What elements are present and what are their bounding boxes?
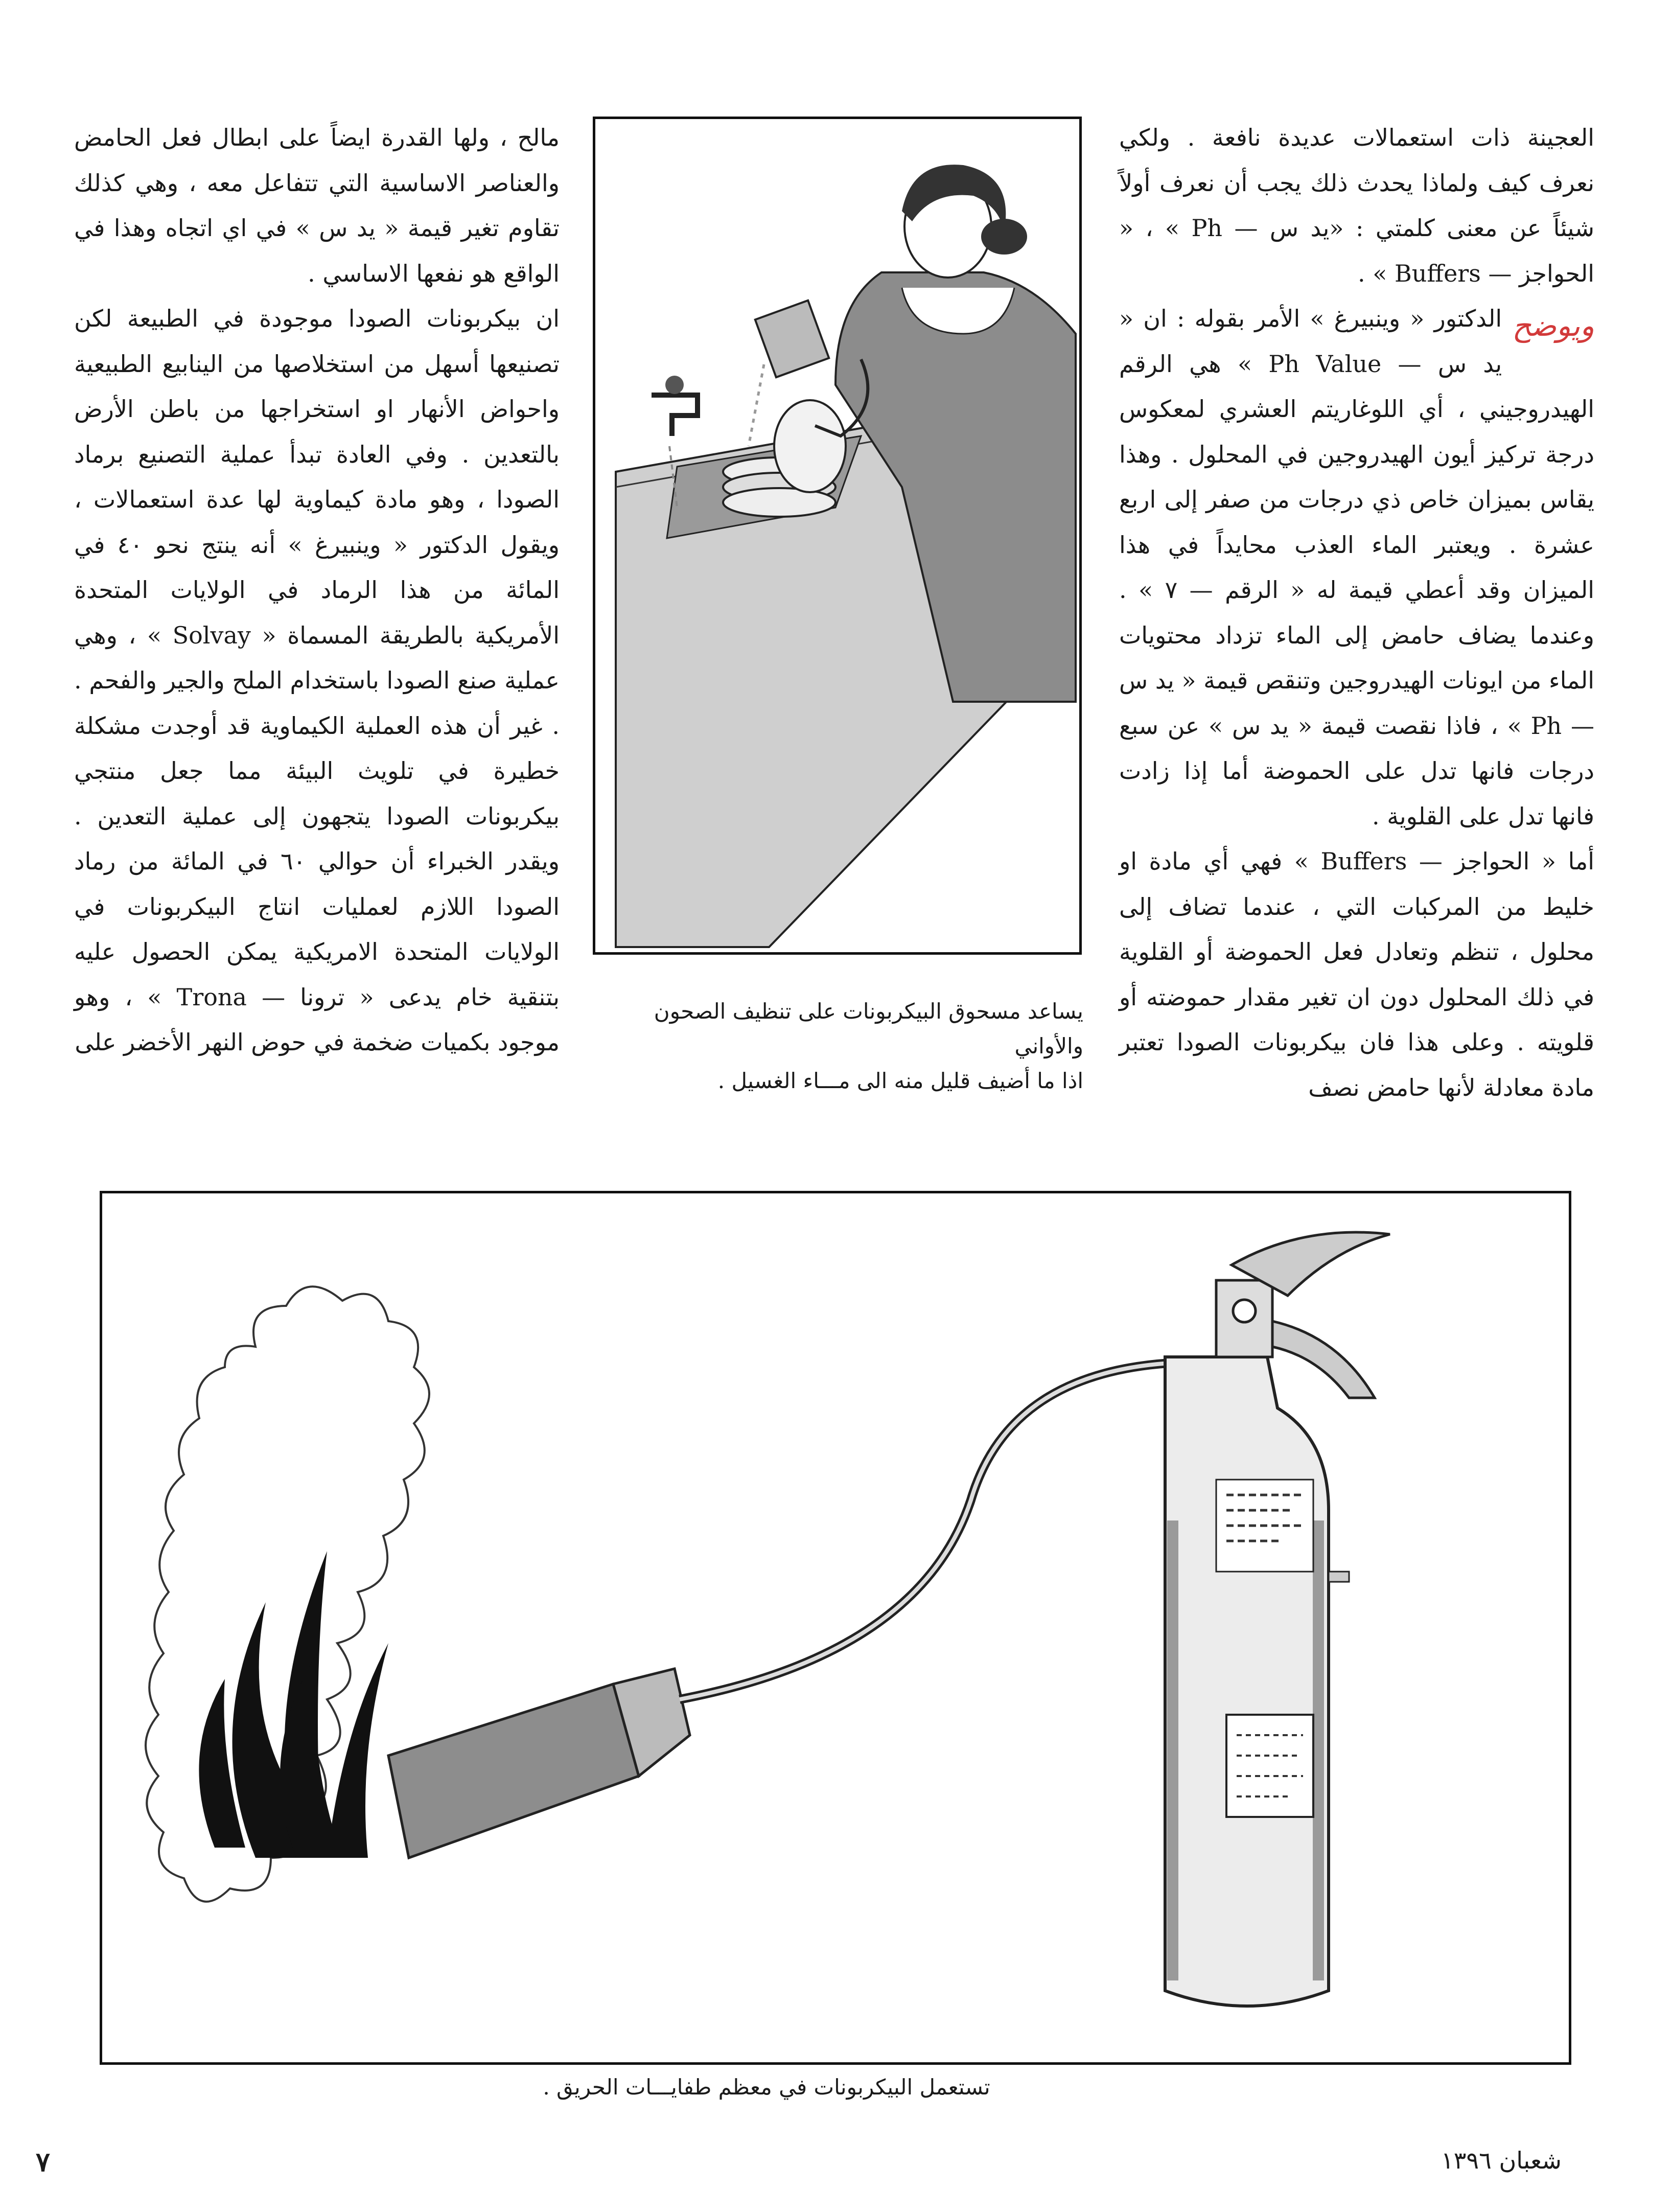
issue-date: شعبان ١٣٩٦	[1441, 2147, 1562, 2174]
right-text-column	[1119, 115, 1594, 1110]
dishwashing-caption-line-1: يساعد مسحوق البيكربونات على تنظيف الصحون والأواني	[654, 999, 1083, 1058]
right-paragraph-3: أما « الحواجز — Buffers » فهي أي مادة او خليط من المركبات التي ، عندما تضاف إلى محلول ، تنظم وتعادل فعل الحموضة أو القلوية في ذلك المحلول دون ان تغير مقدار حموضته أو قلويته . وعلى هذا فان بيكربونات الصودا تعتبر مادة معادلة لأنها حامض نصف	[1119, 847, 1594, 1101]
page-number: ٧	[36, 2147, 50, 2178]
right-paragraph-2-text: الدكتور « وينبيرغ » الأمر بقوله : ان « يد س — Ph Value » هي الرقم الهيدروجيني ، أي اللوغاريتم العشري لمعكوس درجة تركيز أيون الهيدروجين في المحلول . وهذا يقاس بميزان خاص ذي درجات من صفر إلى اربع عشرة . ويعتبر الماء العذب محايداً في هذا الميزان وقد أعطي قيمة له « الرقم — ٧ » . وعندما يضاف حامض إلى الماء تزداد محتويات الماء من ايونات الهيدروجين وتنقص قيمة « يد س — Ph » ، فاذا نقصت قيمة « يد س » عن سبع درجات فانها تدل على الحموضة أما إذا زادت فانها تدل على القلوية .	[1119, 305, 1595, 830]
handwritten-annotation: ويوضح	[1512, 308, 1594, 343]
fire-extinguisher-caption: تستعمل البيكربونات في معظم طفايـــات الحريق .	[543, 2075, 990, 2100]
dishwashing-drawing	[595, 119, 1079, 952]
left-paragraph-2: ان بيكربونات الصودا موجودة في الطبيعة لكن تصنيعها أسهل من استخلاصها من الينابيع الطبيعية واحواض الأنهار او استخراجها من باطن الأرض بالتعدين . وفي العادة تبدأ عملية التصنيع برماد الصودا ، وهو مادة كيماوية لها عدة استعمالات ، ويقول الدكتور « وينبيرغ » أنه ينتج نحو ٤٠ في المائة من هذا الرماد في الولايات المتحدة الأمريكية بالطريقة المسماة « Solvay » ، وهي عملية صنع الصودا باستخدام الملح والجير والفحم . . غير أن هذه العملية الكيماوية قد أوجدت مشكلة خطيرة في تلويث البيئة مما جعل منتجي بيكربونات الصودا يتجهون إلى عملية التعدين . ويقدر الخبراء أن حوالي ٦٠ في المائة من رماد الصودا اللازم لعمليات انتاج البيكربونات في الولايات المتحدة الامريكية يمكن الحصول عليه بتنقية خام يدعى « ترونا — Trona » ، وهو موجود بكميات ضخمة في حوض النهر الأخضر على	[74, 305, 560, 1056]
dishwashing-illustration	[593, 117, 1082, 955]
left-text-column	[74, 115, 560, 1065]
left-paragraph-1: مالح ، ولها القدرة ايضاً على ابطال فعل الحامض والعناصر الاساسية التي تتفاعل معه ، وهي كذلك تقاوم تغير قيمة « يد س » في اي اتجاه وهذا في الواقع هو نفعها الاساسي .	[74, 124, 560, 287]
fire-extinguisher-illustration	[100, 1191, 1571, 2065]
right-paragraph-2	[1119, 296, 1594, 839]
fire-extinguisher-drawing	[102, 1193, 1569, 2062]
right-intro-paragraph: العجينة ذات استعمالات عديدة نافعة . ولكي نعرف كيف ولماذا يحدث ذلك يجب أن نعرف أولاً شيئاً عن معنى كلمتي : «يد س — Ph » ، « الحواجز — Buffers » .	[1119, 124, 1595, 287]
dishwashing-caption-line-2: اذا ما أضيف قليل منه الى مـــاء الغسيل .	[717, 1068, 1083, 1093]
dishwashing-caption	[593, 994, 1083, 1098]
